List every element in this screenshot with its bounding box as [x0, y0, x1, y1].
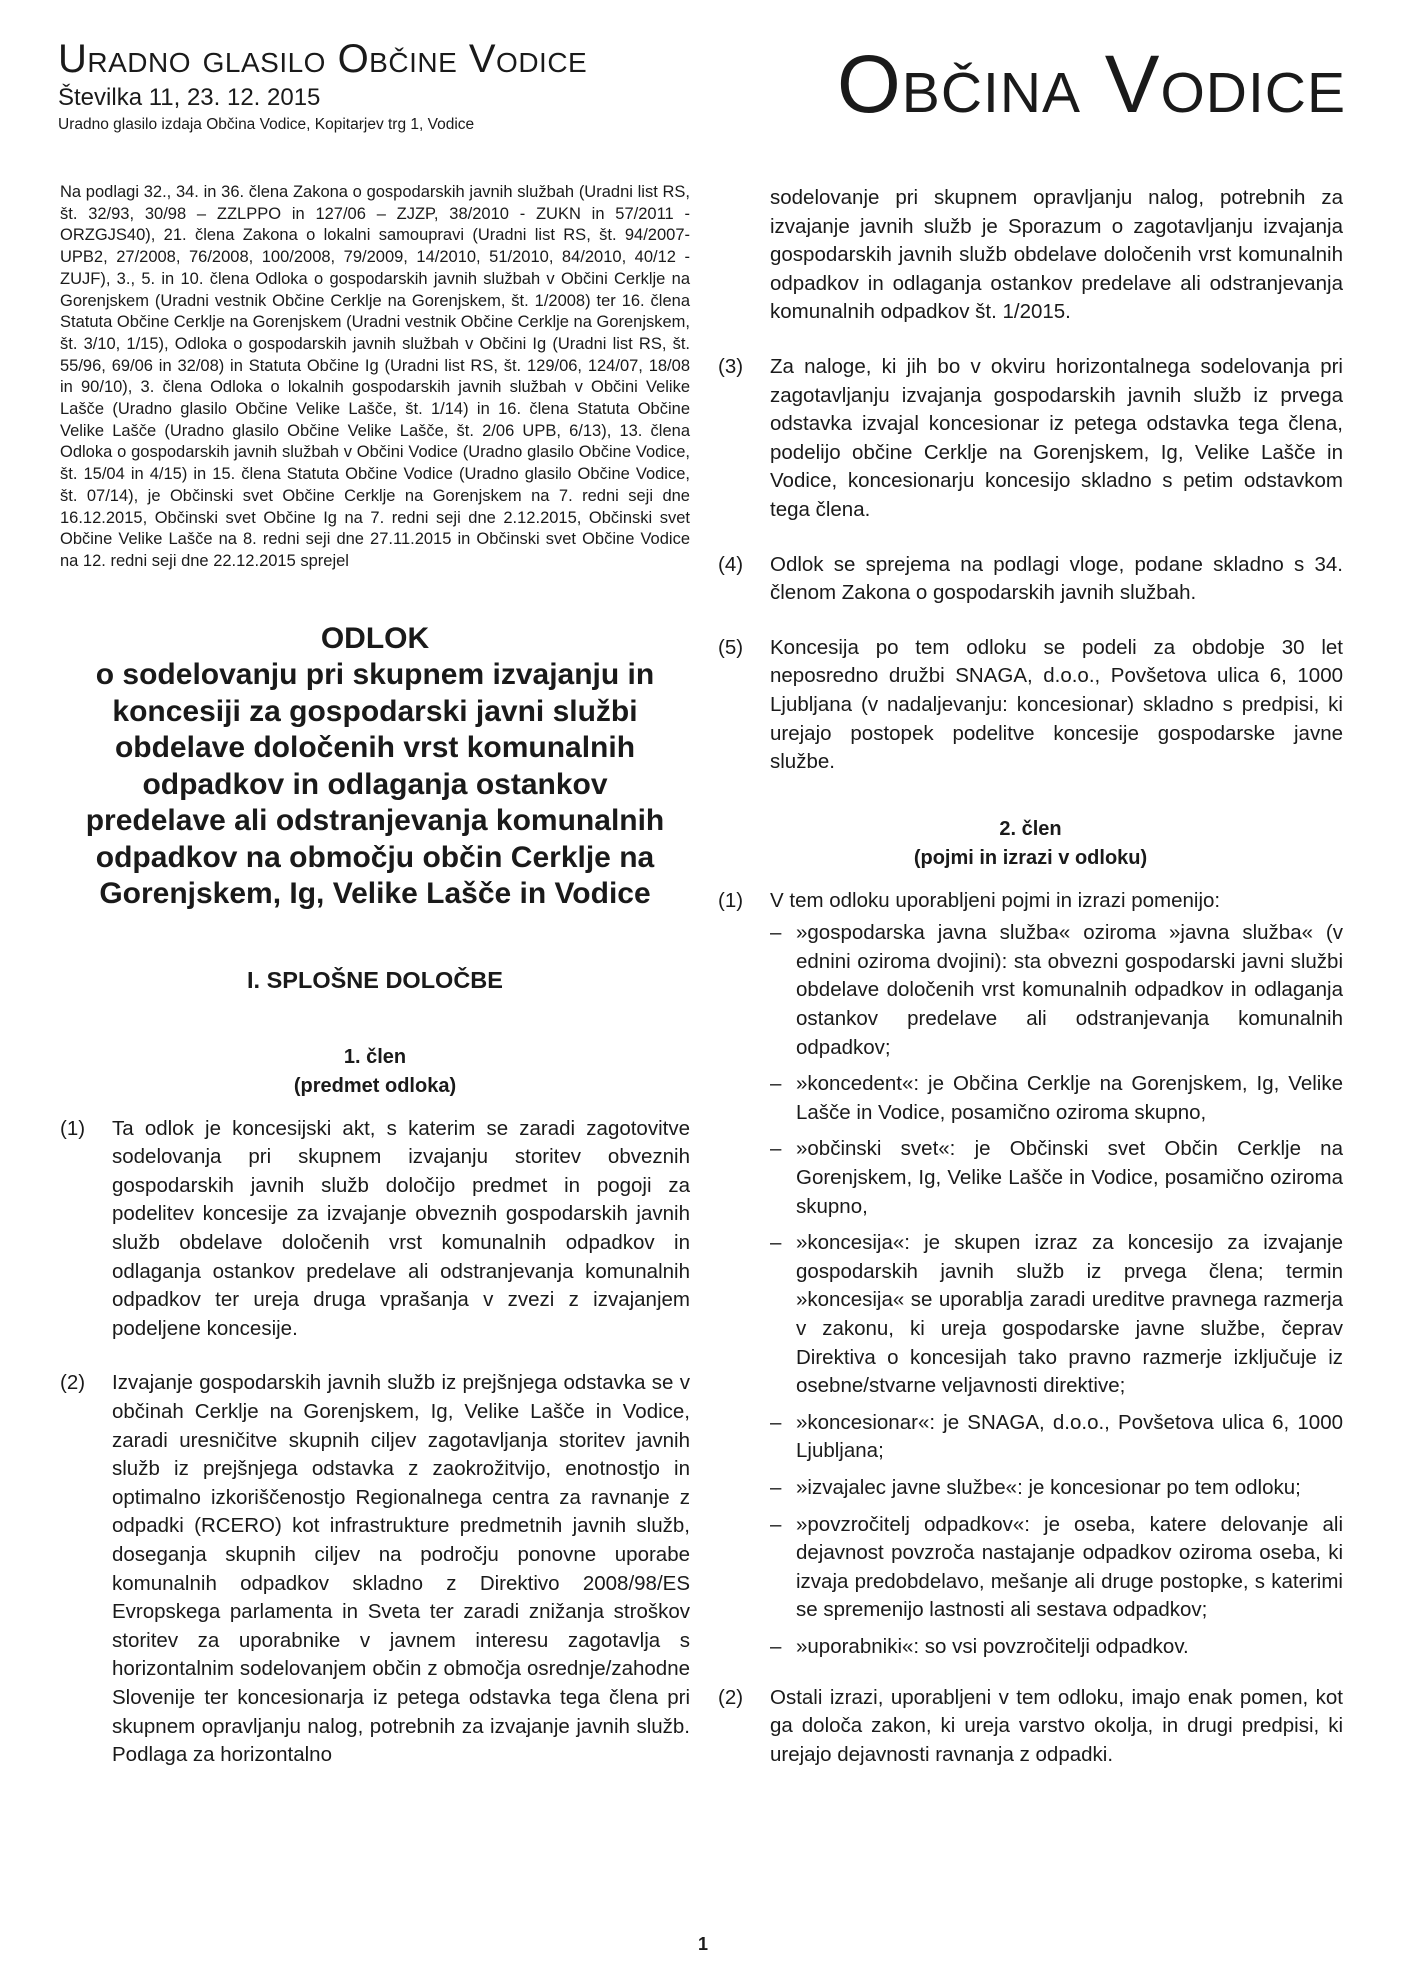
- paragraph-text: V tem odloku uporabljeni pojmi in izrazi pomenijo:: [770, 888, 1221, 912]
- article-1-title: (predmet odloka): [293, 1074, 457, 1097]
- paragraph-number: (2): [60, 1371, 86, 1395]
- dash-marker: –: [770, 1410, 782, 1434]
- article-1-paragraph: [60, 1115, 690, 1344]
- municipality-name: Občina Vodice: [837, 39, 1346, 130]
- paragraph-text: Ta odlok je koncesijski akt, s katerim se zaradi zagotovitve sodelovanja pri skupnem izvajanju storitev obveznih gospodarskih javnih služb določijo predmet in pogoji za podelitev koncesije za izvajanje obveznih gospodarskih javnih služb obdelave določenih vrst komunalnih odpadkov in odlaganja ostankov predelave ali odstranjevanja komunalnih odpadkov ter ureja druga vprašanja v zvezi z izvajanjem podeljene koncesije.: [112, 1116, 690, 1340]
- paragraph-text: Odlok se sprejema na podlagi vloge, podane skladno s 34. členom Zakona o gospodarskih javnih službah.: [770, 552, 1343, 605]
- definitions-list: [770, 919, 1343, 1661]
- right-column: [718, 184, 1343, 1769]
- dash-marker: –: [770, 1475, 782, 1499]
- paragraph-number: (1): [718, 888, 744, 912]
- chapter-heading: I. SPLOŠNE DOLOČBE: [247, 966, 503, 993]
- dash-marker: –: [770, 1137, 782, 1161]
- definition-item: – »gospodarska javna služba« oziroma »javna služba« (v ednini oziroma dvojini): sta obvezni gospodarski javni službi obdelave določenih vrst komunalnih odpadkov in odlaganja ostankov predelave ali odstranjevanja komunalnih odpadkov;: [770, 919, 1343, 1062]
- dash-marker: –: [770, 1072, 782, 1096]
- definition-item: – »uporabniki«: so vsi povzročitelji odpadkov.: [770, 1633, 1343, 1662]
- masthead: [58, 36, 678, 135]
- article-2-paragraph: [718, 1684, 1343, 1770]
- paragraph-number: (2): [718, 1685, 744, 1709]
- document-subtitle: o sodelovanju pri skupnem izvajanju in koncesiji za gospodarski javni službi obdelave določenih vrst komunalnih odpadkov in odlaganja ostankov predelave ali odstranjevanja komunalnih odpadkov na območju občin Cerklje na Gorenjskem, Ig, Velike Lašče in Vodice: [85, 658, 665, 911]
- paragraph-text: Izvajanje gospodarskih javnih služb iz prejšnjega odstavka se v občinah Cerklje na Gorenjskem, Ig, Velike Lašče in Vodice, zaradi uresničitve skupnih ciljev zagotavljanja storitev javnih služb iz prejšnjega odstavka z zaokrožitvijo, enotnostjo in optimalno izkoriščenostjo Regionalnega centra za ravnanje z odpadki (RCERO) kot infrastrukture predmetnih javnih služb, doseganja skupnih ciljev na področju ponovne uporabe komunalnih odpadkov skladno z Direktivo 2008/98/ES Evropskega parlamenta in Sveta ter zaradi znižanja stroškov storitev za uporabnike v javnem interesu zagotavlja s horizontalnim sodelovanjem občin z območja osrednje/zahodne Slovenije ter koncesionarja iz petega odstavka tega člena pri skupnem opravljanju nalog, potrebnih za izvajanje javnih služb. Podlaga za horizontalno: [112, 1371, 690, 1767]
- definition-item: – »izvajalec javne službe«: je koncesionar po tem odloku;: [770, 1474, 1343, 1503]
- article-2-number: 2. člen: [999, 817, 1062, 840]
- paragraph-number: (3): [718, 354, 744, 378]
- dash-marker: –: [770, 1231, 782, 1255]
- paragraph-text: Za naloge, ki jih bo v okviru horizontalnega sodelovanja pri zagotavljanju izvajanja gospodarskih javnih služb iz prvega odstavka izvajal koncesionar iz petega odstavka tega člena, podelijo občine Cerklje na Gorenjskem, Ig, Velike Lašče in Vodice, koncesionarju koncesijo skladno s petim odstavkom tega člena.: [770, 354, 1343, 521]
- page-number: 1: [697, 1934, 708, 1954]
- definition-item: – »koncesija«: je skupen izraz za koncesijo za izvajanje gospodarskih javnih služb iz prvega člena; termin »koncesija« se uporablja zaradi ureditve pravnega razmerja v zakonu, ki ureja gospodarske javne službe, čeprav Direktiva o koncesijah tako pravno razmerje izključuje iz osebne/stvarne veljavnosti direktive;: [770, 1229, 1343, 1401]
- document-title: [70, 621, 680, 913]
- article-1-number: 1. člen: [343, 1045, 407, 1068]
- document-heading: ODLOK: [320, 621, 430, 655]
- paragraph-continuation: sodelovanje pri skupnem opravljanju nalog, potrebnih za izvajanje javnih služb je Sporazum o zagotavljanju izvajanja gospodarskih javnih služb obdelave določenih vrst komunalnih odpadkov in odlaganja ostankov predelave ali odstranjevanja komunalnih odpadkov št. 1/2015.: [770, 186, 1343, 324]
- preamble: Na podlagi 32., 34. in 36. člena Zakona o gospodarskih javnih službah (Uradni list RS, št. 32/93, 30/98 – ZZLPPO in 127/06 – ZJZP, 38/2010 - ZUKN in 57/2011 - ORZGJS40), 21. člena Zakona o lokalni samoupravi (Uradni list RS, št. 94/2007-UPB2, 27/2008, 76/2008, 100/2008, 79/2009, 14/2010, 51/2010, 84/2010, 40/12 - ZUJF), 3., 5. in 10. člena Odloka o gospodarskih javnih službah v Občini Cerklje na Gorenjskem (Uradni vestnik Občine Cerklje na Gorenjskem, št. 1/2008) ter 16. člena Statuta Občine Cerklje na Gorenjskem (Uradni vestnik Občine Cerklje na Gorenjskem, št. 3/10, 1/15), Odloka o gospodarskih javnih službah v Občini Ig (Uradni list RS, št. 55/96, 69/06 in 32/08) in Statuta Občine Ig (Uradni list RS, št. 129/06, 124/07, 18/08 in 90/10), 3. člena Odloka o lokalnih gospodarskih javnih službah v Občini Velike Lašče (Uradno glasilo Občine Velike Lašče, št. 1/14) in 16. člena Statuta Občine Velike Lašče (Uradno glasilo Občine Velike Lašče, št. 2/06 UPB, 6/13), 13. člena Odloka o gospodarskih javnih službah v Občini Vodice (Uradno glasilo Občine Vodice, št. 15/04 in 4/15) in 15. člena Statuta Občine Vodice (Uradno glasilo Občine Vodice, št. 07/14), je Občinski svet Občine Cerklje na Gorenjskem na 7. redni seji dne 16.12.2015, Občinski svet Občine Ig na 7. redni seji dne 2.12.2015, Občinski svet Občine Velike Lašče na 8. redni seji dne 27.11.2015 in Občinski svet Občine Vodice na 12. redni seji dne 22.12.2015 sprejel: [60, 183, 691, 570]
- article-1-paragraph: [60, 1369, 690, 1769]
- definition-item: – »koncedent«: je Občina Cerklje na Gorenjskem, Ig, Velike Lašče in Vodice, posamično oziroma skupno,: [770, 1070, 1343, 1127]
- article-2-paragraph: [718, 887, 1343, 1670]
- paragraph-number: (4): [718, 552, 744, 576]
- dash-marker: –: [770, 1512, 782, 1536]
- definition-item: – »koncesionar«: je SNAGA, d.o.o., Povšetova ulica 6, 1000 Ljubljana;: [770, 1409, 1343, 1466]
- dash-marker: –: [770, 1634, 782, 1658]
- paragraph-text: Koncesija po tem odloku se podeli za obdobje 30 let neposredno družbi SNAGA, d.o.o., Povšetova ulica 6, 1000 Ljubljana (v nadaljevanju: koncesionar) skladno s predpisi, ki urejajo postopek podelitve koncesije gospodarske javne službe.: [770, 635, 1343, 774]
- publisher-line: Uradno glasilo izdaja Občina Vodice, Kopitarjev trg 1, Vodice: [58, 116, 475, 133]
- article-1-paragraph: [718, 353, 1343, 525]
- definition-item: – »povzročitelj odpadkov«: je oseba, katere delovanje ali dejavnost povzroča nastajanje odpadkov oziroma oseba, ki izvaja predobdelavo, mešanje ali druge postopke, s katerimi se spremenijo lastnosti ali sestava odpadkov;: [770, 1511, 1343, 1625]
- article-2-title: (pojmi in izrazi v odloku): [913, 846, 1148, 869]
- left-column: [60, 182, 690, 1770]
- article-1-paragraph: [718, 634, 1343, 777]
- gazette-title: Uradno glasilo Občine Vodice: [58, 37, 588, 81]
- dash-marker: –: [770, 921, 782, 945]
- issue-line: Številka 11, 23. 12. 2015: [58, 84, 321, 111]
- article-1-paragraph: [718, 551, 1343, 608]
- paragraph-number: (5): [718, 635, 744, 659]
- paragraph-text: Ostali izrazi, uporabljeni v tem odloku, imajo enak pomen, kot ga določa zakon, ki ureja varstvo okolja, in drugi predpisi, ki urejajo dejavnosti ravnanja z odpadki.: [770, 1685, 1343, 1766]
- definition-item: – »občinski svet«: je Občinski svet Občin Cerklje na Gorenjskem, Ig, Velike Lašče in Vodice, posamično oziroma skupno,: [770, 1135, 1343, 1221]
- paragraph-number: (1): [60, 1116, 86, 1140]
